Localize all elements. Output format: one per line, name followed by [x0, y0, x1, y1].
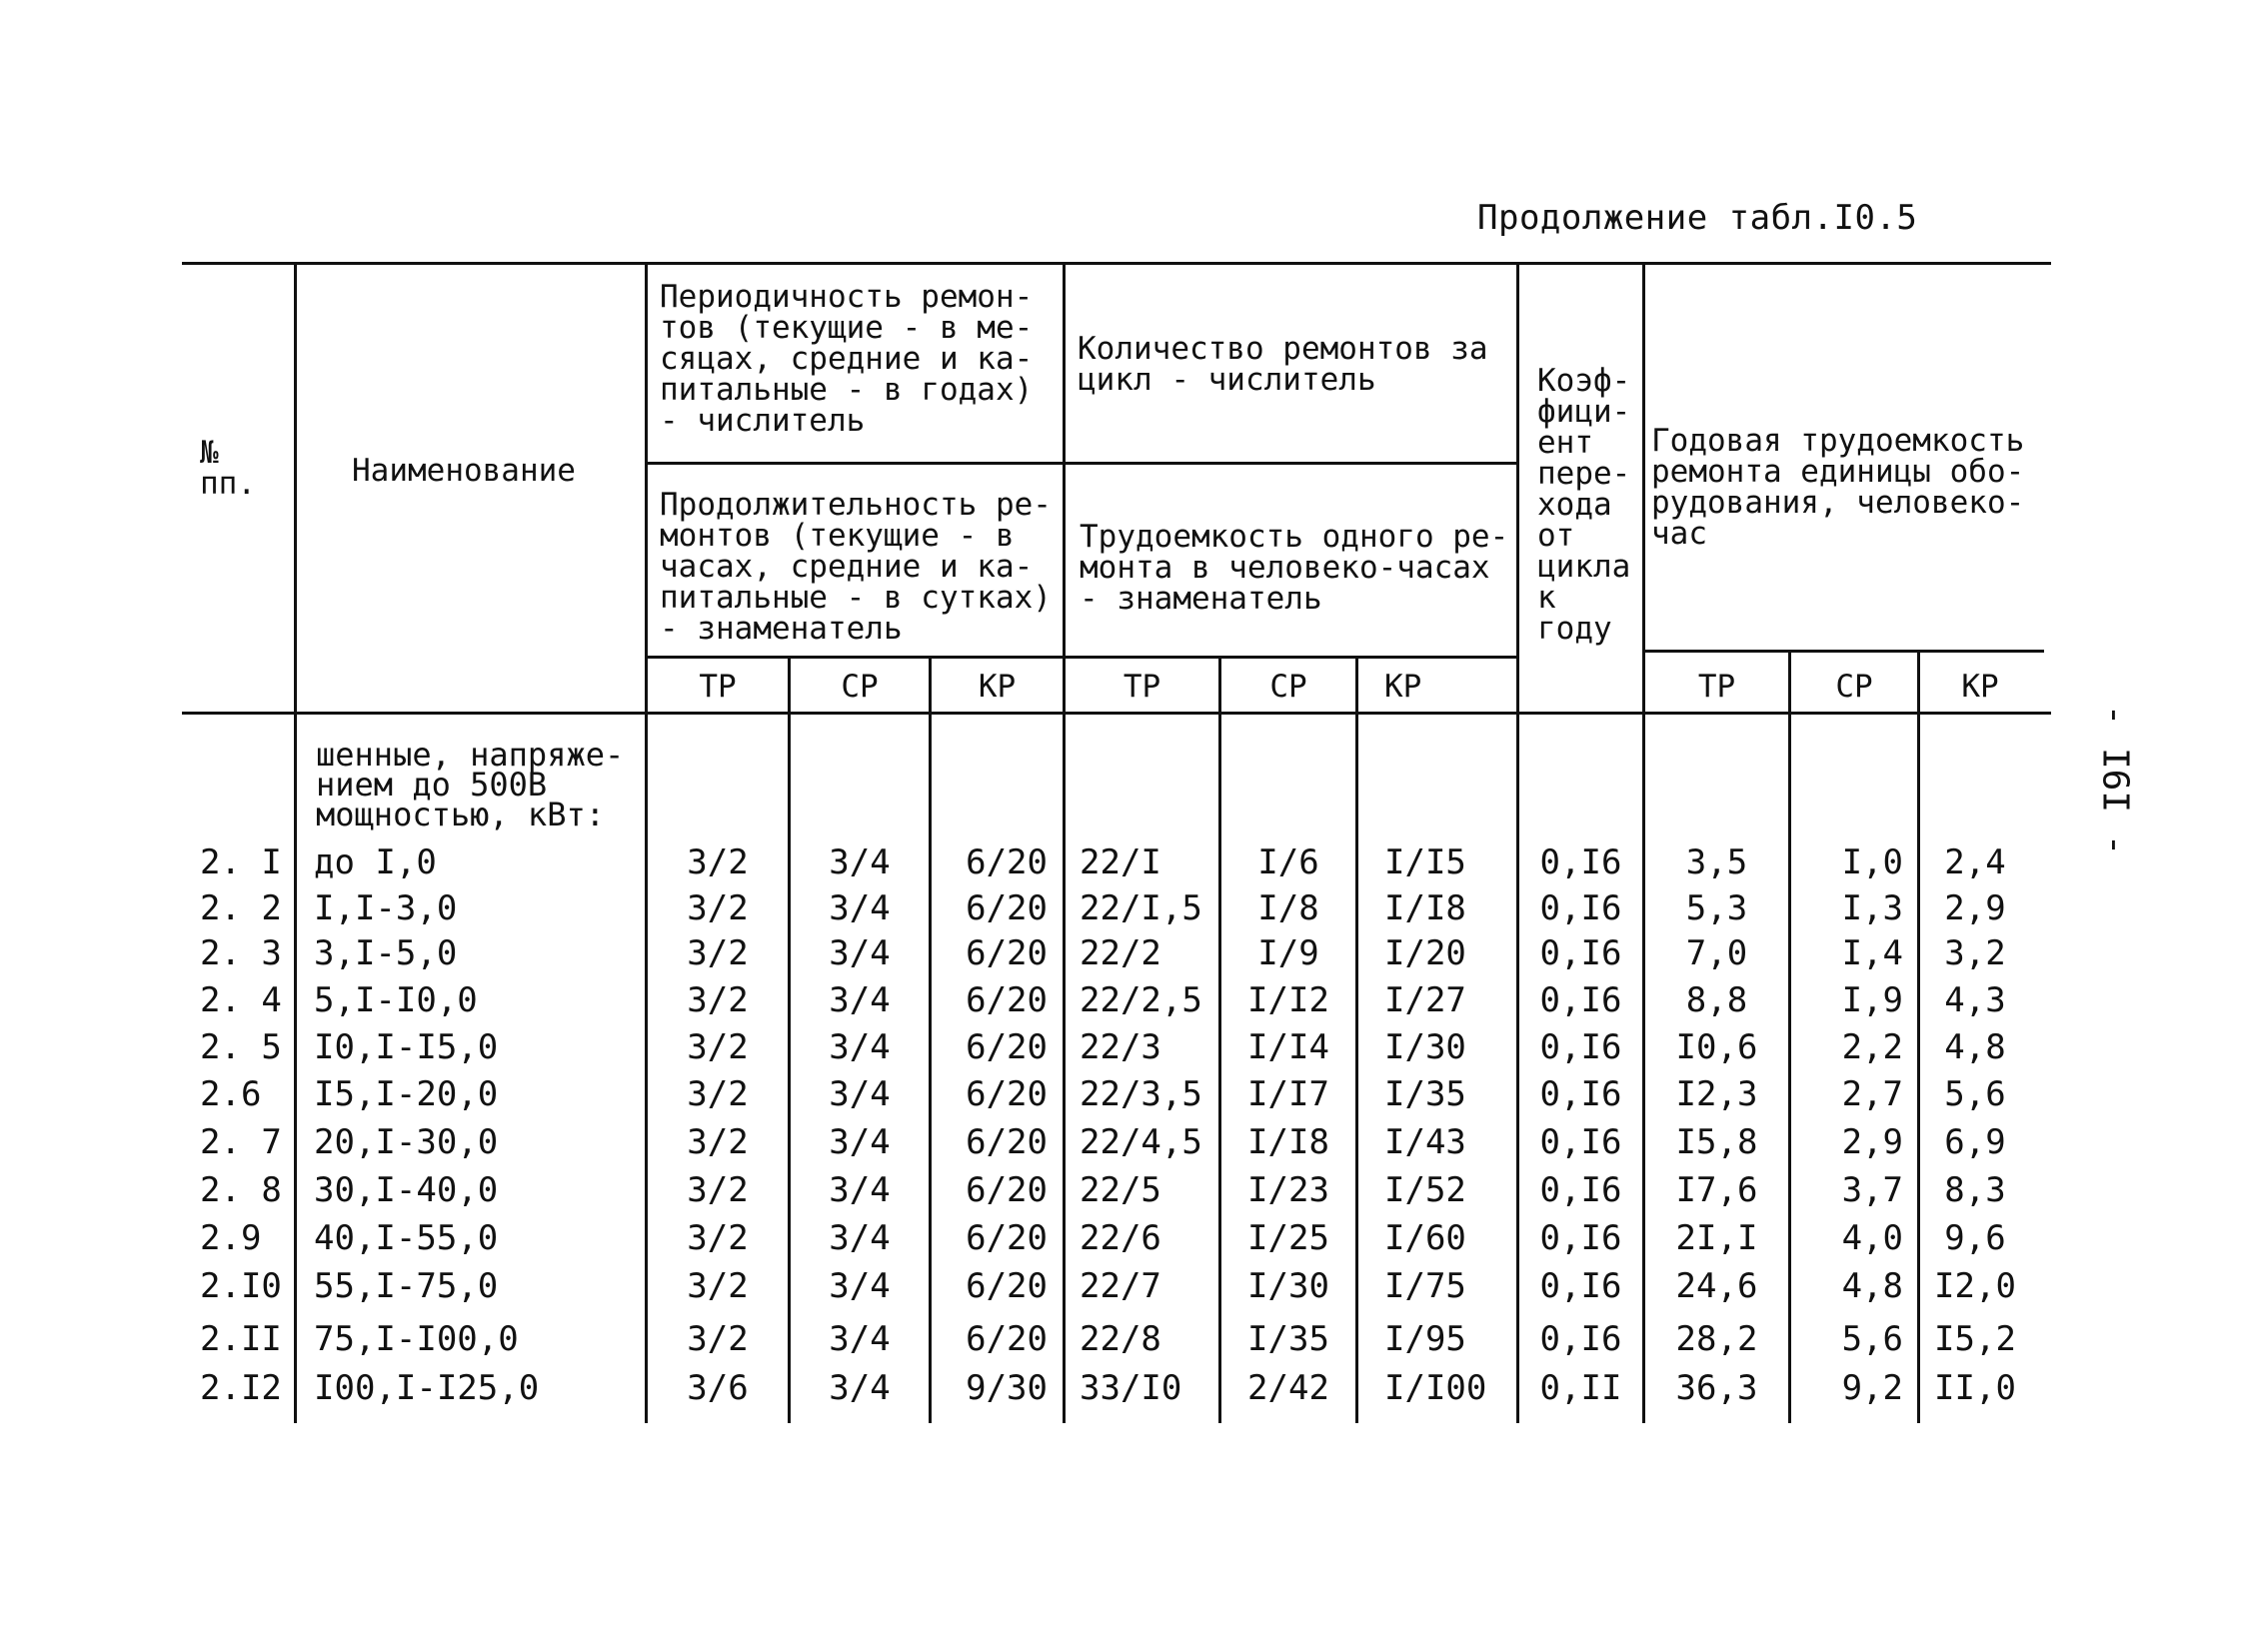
- cell-name: I5,I-20,0: [314, 1074, 499, 1114]
- cell-annual-kr: 9,6: [1944, 1218, 2006, 1258]
- cell-count-sr: I/30: [1247, 1266, 1329, 1306]
- cell-count-kr: I/I5: [1384, 842, 1466, 882]
- cell-no: 2. I: [200, 842, 282, 882]
- cell-count-sr: I/I7: [1247, 1074, 1329, 1114]
- cell-count-kr: I/I00: [1384, 1368, 1487, 1408]
- cell-count-tr: 22/4,5: [1080, 1122, 1202, 1162]
- header-annual: Годовая трудоемкость ремонта единицы обо- рудования, человеко- час: [1651, 423, 2025, 552]
- cell-annual-kr: 8,3: [1944, 1170, 2006, 1210]
- cell-annual-kr: 5,6: [1944, 1074, 2006, 1114]
- cell-annual-sr: I,4: [1841, 933, 1903, 973]
- cell-name: 30,I-40,0: [314, 1170, 499, 1210]
- cell-period-kr: 6/20: [966, 1074, 1048, 1114]
- cell-period-tr: 3/2: [687, 1074, 749, 1114]
- cell-period-tr: 3/2: [687, 1122, 749, 1162]
- cell-count-sr: I/35: [1247, 1319, 1329, 1359]
- cell-annual-sr: 2,9: [1841, 1122, 1903, 1162]
- cell-annual-kr: 2,4: [1944, 842, 2006, 882]
- page-number: - I6I -: [2094, 704, 2136, 856]
- cell-count-kr: I/95: [1384, 1319, 1466, 1359]
- header-period-numerator: Периодичность ремон- тов (текущие - в ме- сяцах, средние и ка- питальные - в годах) - числитель: [660, 279, 1034, 439]
- cell-no: 2. 8: [200, 1170, 282, 1210]
- cell-annual-tr: I5,8: [1675, 1122, 1758, 1162]
- cell-annual-sr: 5,6: [1841, 1319, 1903, 1359]
- cell-annual-tr: 36,3: [1675, 1368, 1758, 1408]
- cell-annual-tr: I2,3: [1675, 1074, 1758, 1114]
- subheader-count-sr: СР: [1269, 669, 1307, 705]
- cell-no: 2. 3: [200, 933, 282, 973]
- cell-name: I00,I-I25,0: [314, 1368, 540, 1408]
- cell-count-sr: I/25: [1247, 1218, 1329, 1258]
- cell-period-kr: 6/20: [966, 842, 1048, 882]
- cell-period-sr: 3/4: [829, 1368, 891, 1408]
- table-continuation-title: Продолжение табл.I0.5: [1477, 198, 1918, 238]
- cell-period-tr: 3/2: [687, 842, 749, 882]
- cell-period-tr: 3/6: [687, 1368, 749, 1408]
- cell-name: 5,I-I0,0: [314, 980, 478, 1020]
- cell-count-tr: 22/2: [1080, 933, 1161, 973]
- cell-annual-tr: 24,6: [1675, 1266, 1758, 1306]
- subheader-period-sr: СР: [841, 669, 879, 705]
- cell-count-tr: 22/2,5: [1080, 980, 1202, 1020]
- cell-name: 3,I-5,0: [314, 933, 458, 973]
- cell-coefficient: 0,II: [1539, 1368, 1622, 1408]
- cell-coefficient: 0,I6: [1539, 1027, 1622, 1067]
- cell-no: 2.9: [200, 1218, 262, 1258]
- cell-name: I0,I-I5,0: [314, 1027, 499, 1067]
- cell-count-kr: I/43: [1384, 1122, 1466, 1162]
- cell-annual-sr: 4,0: [1841, 1218, 1903, 1258]
- cell-period-tr: 3/2: [687, 1266, 749, 1306]
- cell-period-sr: 3/4: [829, 888, 891, 928]
- header-period-denominator: Продолжительность ре- монтов (текущие - в часах, средние и ка- питальные - в сутках) - знаменатель: [660, 487, 1052, 647]
- cell-count-tr: 22/8: [1080, 1319, 1161, 1359]
- cell-annual-kr: I2,0: [1934, 1266, 2016, 1306]
- cell-count-kr: I/60: [1384, 1218, 1466, 1258]
- cell-name: 40,I-55,0: [314, 1218, 499, 1258]
- header-coefficient: Коэф- фици- ент пере- хода от цикла к году: [1537, 363, 1631, 647]
- cell-annual-tr: 2I,I: [1675, 1218, 1758, 1258]
- cell-count-sr: I/8: [1257, 888, 1319, 928]
- cell-annual-sr: I,9: [1841, 980, 1903, 1020]
- cell-coefficient: 0,I6: [1539, 842, 1622, 882]
- cell-count-kr: I/35: [1384, 1074, 1466, 1114]
- cell-annual-sr: I,3: [1841, 888, 1903, 928]
- cell-no: 2.6: [200, 1074, 262, 1114]
- cell-annual-tr: 28,2: [1675, 1319, 1758, 1359]
- cell-period-kr: 6/20: [966, 1027, 1048, 1067]
- cell-count-kr: I/52: [1384, 1170, 1466, 1210]
- cell-no: 2. 4: [200, 980, 282, 1020]
- cell-name: 55,I-75,0: [314, 1266, 499, 1306]
- cell-period-sr: 3/4: [829, 1319, 891, 1359]
- cell-annual-kr: 4,8: [1944, 1027, 2006, 1067]
- cell-count-sr: I/23: [1247, 1170, 1329, 1210]
- cell-period-kr: 6/20: [966, 980, 1048, 1020]
- cell-no: 2.I0: [200, 1266, 282, 1306]
- cell-count-tr: 33/I0: [1080, 1368, 1182, 1408]
- cell-name: 75,I-I00,0: [314, 1319, 519, 1359]
- cell-annual-kr: II,0: [1934, 1368, 2016, 1408]
- cell-annual-kr: I5,2: [1934, 1319, 2016, 1359]
- cell-count-kr: I/20: [1384, 933, 1466, 973]
- header-sub-rule-right: [1644, 650, 2044, 653]
- cell-coefficient: 0,I6: [1539, 1074, 1622, 1114]
- cell-name: до I,0: [314, 842, 437, 882]
- cell-no: 2. 7: [200, 1122, 282, 1162]
- group-label: шенные, напряже- нием до 500В мощностью, кВт:: [316, 736, 625, 833]
- cell-period-kr: 6/20: [966, 1218, 1048, 1258]
- cell-no: 2. 5: [200, 1027, 282, 1067]
- cell-annual-tr: 5,3: [1685, 888, 1748, 928]
- cell-period-sr: 3/4: [829, 1170, 891, 1210]
- cell-coefficient: 0,I6: [1539, 1170, 1622, 1210]
- cell-period-sr: 3/4: [829, 933, 891, 973]
- cell-period-tr: 3/2: [687, 1218, 749, 1258]
- cell-annual-sr: I,0: [1841, 842, 1903, 882]
- cell-period-kr: 6/20: [966, 1319, 1048, 1359]
- cell-count-sr: I/9: [1257, 933, 1319, 973]
- cell-count-tr: 22/3: [1080, 1027, 1161, 1067]
- cell-period-tr: 3/2: [687, 933, 749, 973]
- vline-c-sr: [1355, 656, 1358, 1423]
- cell-period-kr: 9/30: [966, 1368, 1048, 1408]
- cell-period-tr: 3/2: [687, 1170, 749, 1210]
- cell-count-kr: I/27: [1384, 980, 1466, 1020]
- cell-period-kr: 6/20: [966, 1170, 1048, 1210]
- cell-annual-tr: 8,8: [1685, 980, 1748, 1020]
- cell-coefficient: 0,I6: [1539, 1122, 1622, 1162]
- header-split-period: [645, 462, 1519, 465]
- cell-annual-kr: 2,9: [1944, 888, 2006, 928]
- cell-period-tr: 3/2: [687, 888, 749, 928]
- cell-period-kr: 6/20: [966, 1266, 1048, 1306]
- cell-period-sr: 3/4: [829, 980, 891, 1020]
- subheader-annual-kr: КР: [1961, 669, 1999, 705]
- cell-coefficient: 0,I6: [1539, 980, 1622, 1020]
- cell-count-tr: 22/I,5: [1080, 888, 1202, 928]
- cell-count-sr: I/6: [1257, 842, 1319, 882]
- cell-coefficient: 0,I6: [1539, 1218, 1622, 1258]
- cell-name: I,I-3,0: [314, 888, 458, 928]
- cell-count-tr: 22/6: [1080, 1218, 1161, 1258]
- cell-annual-tr: I7,6: [1675, 1170, 1758, 1210]
- header-count-denominator: Трудоемкость одного ре- монта в человеко-часах - знаменатель: [1080, 519, 1509, 617]
- cell-annual-kr: 3,2: [1944, 933, 2006, 973]
- cell-annual-sr: 2,2: [1841, 1027, 1903, 1067]
- cell-count-sr: I/I2: [1247, 980, 1329, 1020]
- cell-period-kr: 6/20: [966, 933, 1048, 973]
- cell-period-sr: 3/4: [829, 1266, 891, 1306]
- cell-period-kr: 6/20: [966, 888, 1048, 928]
- cell-no: 2. 2: [200, 888, 282, 928]
- header-sub-rule-left: [645, 656, 1519, 659]
- cell-count-kr: I/75: [1384, 1266, 1466, 1306]
- cell-annual-tr: 7,0: [1685, 933, 1748, 973]
- cell-no: 2.II: [200, 1319, 282, 1359]
- cell-period-tr: 3/2: [687, 1027, 749, 1067]
- subheader-count-kr: КР: [1384, 669, 1422, 705]
- cell-annual-kr: 4,3: [1944, 980, 2006, 1020]
- table-top-rule: [182, 262, 2051, 265]
- cell-count-tr: 22/5: [1080, 1170, 1161, 1210]
- cell-annual-kr: 6,9: [1944, 1122, 2006, 1162]
- vline-period: [1063, 262, 1066, 1423]
- cell-count-sr: I/I4: [1247, 1027, 1329, 1067]
- header-no: № пп.: [200, 435, 256, 502]
- cell-count-kr: I/30: [1384, 1027, 1466, 1067]
- table-header-rule: [182, 712, 2051, 715]
- cell-annual-sr: 9,2: [1841, 1368, 1903, 1408]
- cell-period-sr: 3/4: [829, 1074, 891, 1114]
- cell-count-sr: 2/42: [1247, 1368, 1329, 1408]
- subheader-period-kr: КР: [978, 669, 1017, 705]
- cell-count-tr: 22/I: [1080, 842, 1161, 882]
- cell-period-kr: 6/20: [966, 1122, 1048, 1162]
- cell-count-kr: I/I8: [1384, 888, 1466, 928]
- cell-name: 20,I-30,0: [314, 1122, 499, 1162]
- subheader-annual-sr: СР: [1835, 669, 1873, 705]
- cell-annual-sr: 3,7: [1841, 1170, 1903, 1210]
- cell-period-sr: 3/4: [829, 1122, 891, 1162]
- cell-no: 2.I2: [200, 1368, 282, 1408]
- cell-count-tr: 22/7: [1080, 1266, 1161, 1306]
- header-name: Наименование: [352, 453, 576, 489]
- subheader-period-tr: ТР: [699, 669, 737, 705]
- cell-count-tr: 22/3,5: [1080, 1074, 1202, 1114]
- cell-coefficient: 0,I6: [1539, 1319, 1622, 1359]
- cell-coefficient: 0,I6: [1539, 933, 1622, 973]
- cell-period-tr: 3/2: [687, 980, 749, 1020]
- cell-coefficient: 0,I6: [1539, 888, 1622, 928]
- cell-annual-sr: 4,8: [1841, 1266, 1903, 1306]
- cell-period-sr: 3/4: [829, 1218, 891, 1258]
- cell-coefficient: 0,I6: [1539, 1266, 1622, 1306]
- cell-count-sr: I/I8: [1247, 1122, 1329, 1162]
- cell-annual-sr: 2,7: [1841, 1074, 1903, 1114]
- cell-period-tr: 3/2: [687, 1319, 749, 1359]
- cell-annual-tr: 3,5: [1685, 842, 1748, 882]
- subheader-count-tr: ТР: [1122, 669, 1161, 705]
- cell-period-sr: 3/4: [829, 1027, 891, 1067]
- cell-period-sr: 3/4: [829, 842, 891, 882]
- header-count-numerator: Количество ремонтов за цикл - числитель: [1078, 331, 1488, 398]
- cell-annual-tr: I0,6: [1675, 1027, 1758, 1067]
- subheader-annual-tr: ТР: [1697, 669, 1736, 705]
